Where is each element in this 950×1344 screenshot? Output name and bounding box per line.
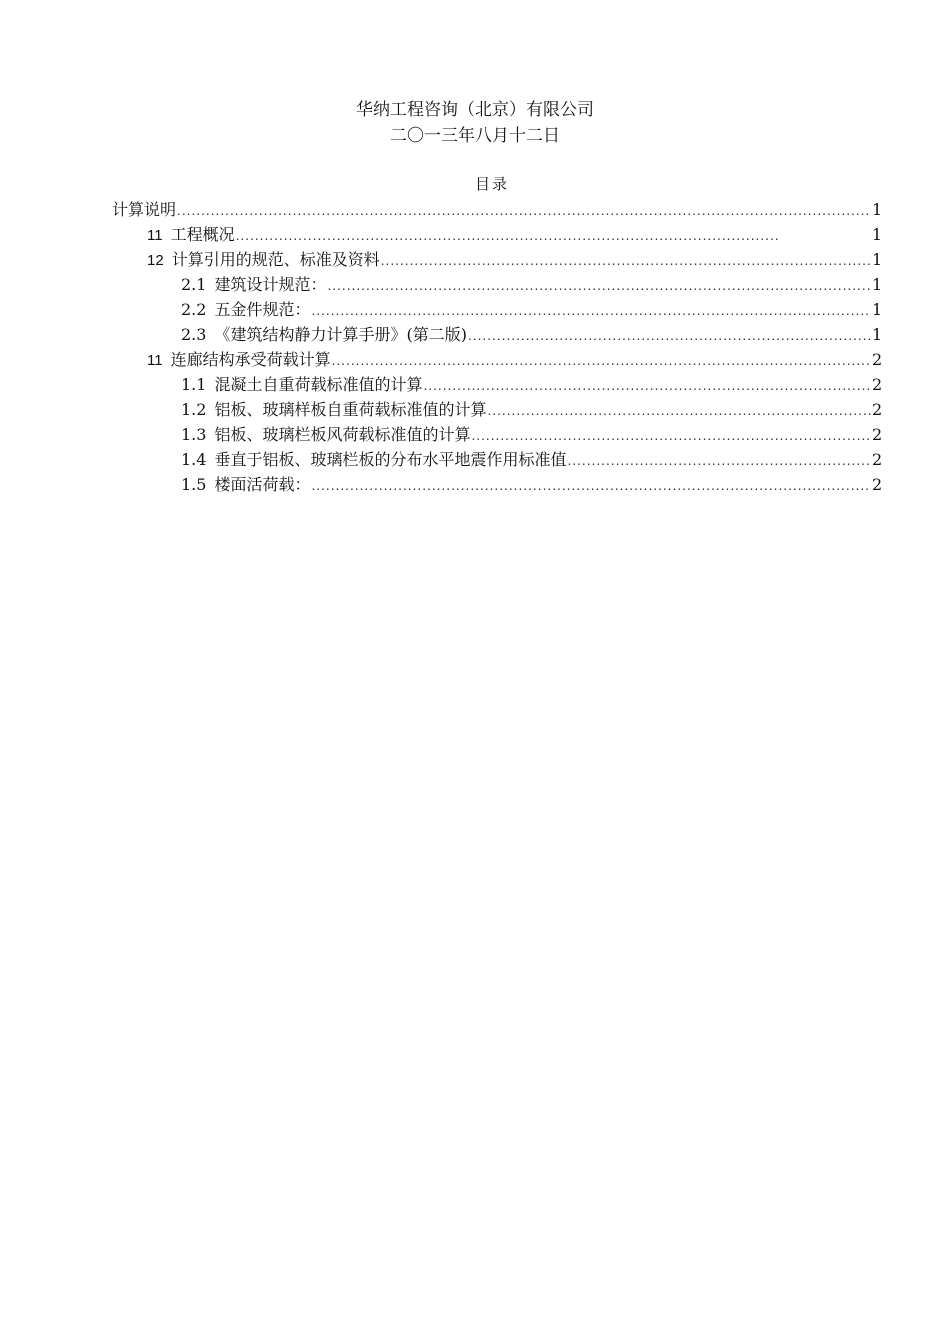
toc-entry[interactable] bbox=[181, 425, 882, 445]
toc-entry-number: 1.3 bbox=[181, 425, 207, 444]
toc-entry-number: 1.4 bbox=[181, 450, 207, 469]
toc-entry-page: 2 bbox=[872, 450, 883, 469]
toc-entry-page: 2 bbox=[872, 475, 883, 494]
toc-leader bbox=[311, 301, 871, 321]
toc-entry-page: 1 bbox=[871, 225, 882, 244]
toc-entry-number: 1.2 bbox=[181, 400, 207, 419]
toc-entry-text: 建筑设计规范： bbox=[214, 275, 327, 294]
toc-entry[interactable] bbox=[181, 400, 882, 420]
toc-leader bbox=[468, 326, 871, 346]
toc-entry[interactable] bbox=[181, 450, 882, 470]
toc-entry-page: 2 bbox=[872, 425, 883, 444]
document-date: 二〇一三年八月十二日 bbox=[390, 126, 560, 146]
toc-entry-text: 混凝土自重荷载标准值的计算 bbox=[214, 375, 423, 394]
toc-entry-text: 楼面活荷载： bbox=[214, 475, 311, 494]
toc-entry-page: 2 bbox=[872, 375, 883, 394]
toc-entry[interactable] bbox=[147, 350, 882, 370]
toc-entry-page: 2 bbox=[872, 400, 883, 419]
toc-entry[interactable] bbox=[112, 200, 882, 220]
toc-leader bbox=[327, 276, 871, 296]
toc-entry-number: 2.1 bbox=[181, 275, 207, 294]
toc-entry-number: 11 bbox=[147, 227, 163, 244]
toc-leader bbox=[177, 201, 871, 221]
toc-entry-number: 2.2 bbox=[181, 300, 207, 319]
toc-entry-text: 垂直于铝板、玻璃栏板的分布水平地震作用标准值 bbox=[214, 450, 567, 469]
toc-entry-page: 1 bbox=[872, 300, 883, 319]
toc-title: 目录 bbox=[474, 175, 509, 193]
toc-entry-page: 1 bbox=[872, 250, 883, 269]
toc-entry[interactable] bbox=[147, 225, 882, 245]
toc-leader bbox=[332, 351, 871, 371]
toc-entry[interactable] bbox=[181, 375, 882, 395]
toc-entry-number: 1.1 bbox=[181, 375, 207, 394]
toc-leader bbox=[567, 451, 871, 471]
toc-entry[interactable] bbox=[147, 250, 882, 270]
toc-leader bbox=[423, 376, 871, 396]
toc-entry-text: 计算引用的规范、标准及资料 bbox=[171, 250, 380, 269]
toc-entry-page: 1 bbox=[872, 325, 883, 344]
toc-entry[interactable] bbox=[181, 300, 882, 320]
toc-leader bbox=[487, 401, 871, 421]
toc-entry-page: 1 bbox=[872, 200, 883, 219]
toc-leader bbox=[311, 476, 871, 496]
toc-leader bbox=[236, 226, 780, 246]
toc-entry-text: 铝板、玻璃样板自重荷载标准值的计算 bbox=[214, 400, 487, 419]
toc-entry-number: 2.3 bbox=[181, 325, 207, 344]
toc-entry-text: 计算说明 bbox=[112, 200, 177, 219]
toc-entry-text: 连廊结构承受荷载计算 bbox=[170, 350, 331, 369]
toc-entry-text: 工程概况 bbox=[170, 225, 235, 244]
toc-entry[interactable] bbox=[181, 325, 882, 345]
toc-entry-text: 《建筑结构静力计算手册》(第二版) bbox=[214, 325, 467, 344]
toc-entry-page: 1 bbox=[872, 275, 883, 294]
toc-entry[interactable] bbox=[181, 475, 882, 495]
toc-entry-number: 11 bbox=[147, 352, 163, 369]
toc-leader bbox=[381, 251, 871, 271]
company-name: 华纳工程咨询（北京）有限公司 bbox=[356, 100, 594, 120]
toc-entry-text: 铝板、玻璃栏板风荷载标准值的计算 bbox=[214, 425, 471, 444]
toc-entry-page: 2 bbox=[872, 350, 883, 369]
toc-leader bbox=[471, 426, 871, 446]
toc-entry[interactable] bbox=[181, 275, 882, 295]
toc-entry-text: 五金件规范： bbox=[214, 300, 311, 319]
toc-entry-number: 1.5 bbox=[181, 475, 207, 494]
toc-entry-number: 12 bbox=[147, 252, 164, 269]
